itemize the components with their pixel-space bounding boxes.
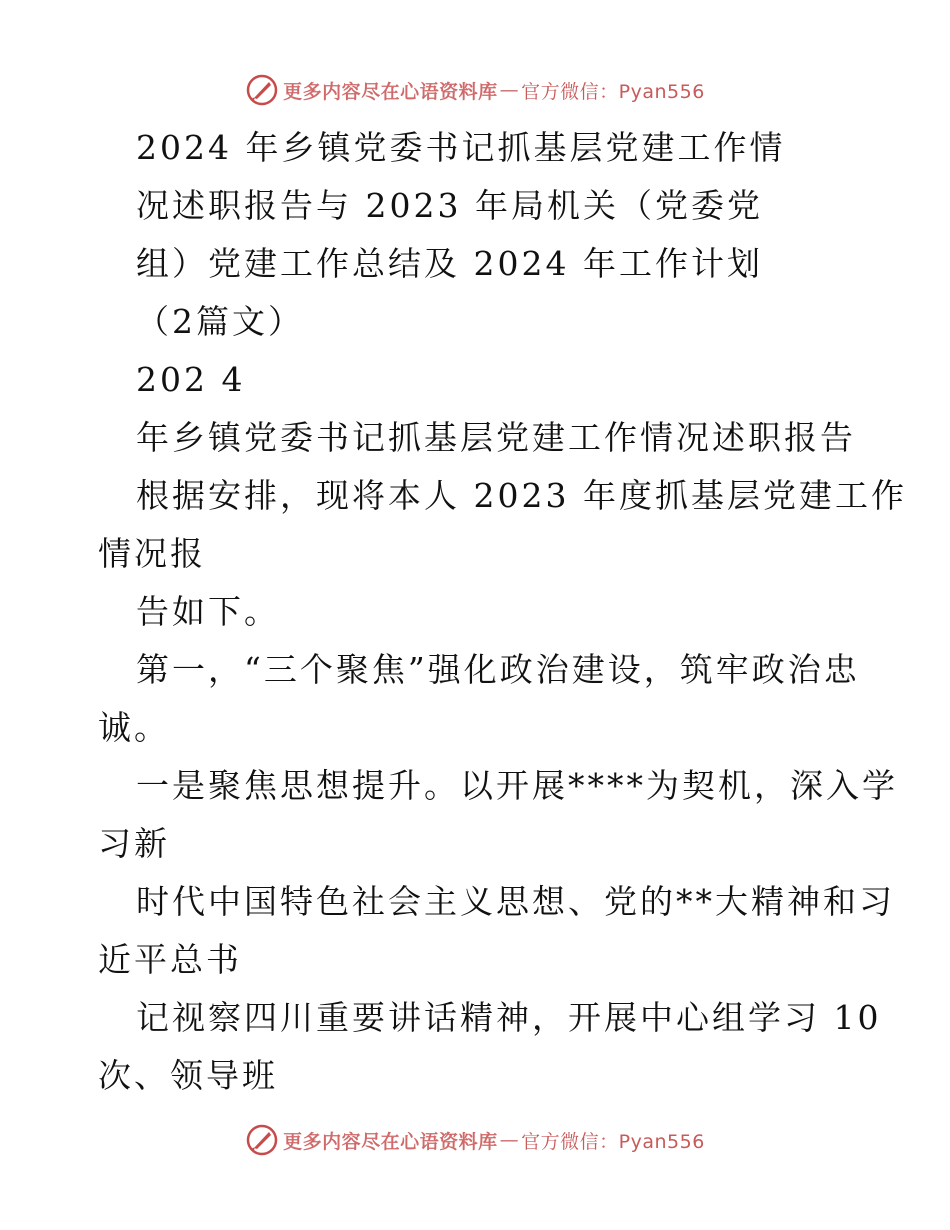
watermark-text: 更多内容尽在心语资料库 [283,1130,498,1153]
feather-pen-logo-icon [245,73,279,107]
watermark-text: 更多内容尽在心语资料库 [283,80,498,103]
watermark-account: 官方微信：Pyan556 [521,1130,705,1153]
paragraph-line: 情况报 [98,534,206,573]
paragraph-line: 次、领导班 [98,1056,278,1095]
paragraph-line: 诚。 [98,708,170,747]
paragraph-line: 第一，“三个聚焦”强化政治建设，筑牢政治忠 [136,650,860,689]
section-heading: 年乡镇党委书记抓基层党建工作情况述职报告 [136,418,856,457]
paragraph-line: 习新 [98,824,170,863]
paragraph-line: 一是聚焦思想提升。以开展****为契机，深入学 [136,766,898,805]
paragraph-line: 近平总书 [98,940,242,979]
watermark-separator: — [499,79,520,101]
paragraph-line: 记视察四川重要讲话精神，开展中心组学习 10 [136,998,882,1037]
header-watermark [0,70,950,110]
title-line-2: 况述职报告与 2023 年局机关（党委党 [136,186,763,225]
paragraph-line: 根据安排，现将本人 2023 年度抓基层党建工作 [136,476,907,515]
footer-watermark [0,1120,950,1160]
title-line-4: （2篇文） [136,302,304,341]
watermark-separator: — [499,1129,520,1151]
year-line: 202 4 [136,360,246,399]
feather-pen-logo-icon [245,1123,279,1157]
paragraph-line: 告如下。 [136,592,280,631]
watermark-account: 官方微信：Pyan556 [521,80,705,103]
title-line-3: 组）党建工作总结及 2024 年工作计划 [136,244,763,283]
paragraph-line: 时代中国特色社会主义思想、党的**大精神和习 [136,882,895,921]
title-line-1: 2024 年乡镇党委书记抓基层党建工作情 [136,128,786,167]
